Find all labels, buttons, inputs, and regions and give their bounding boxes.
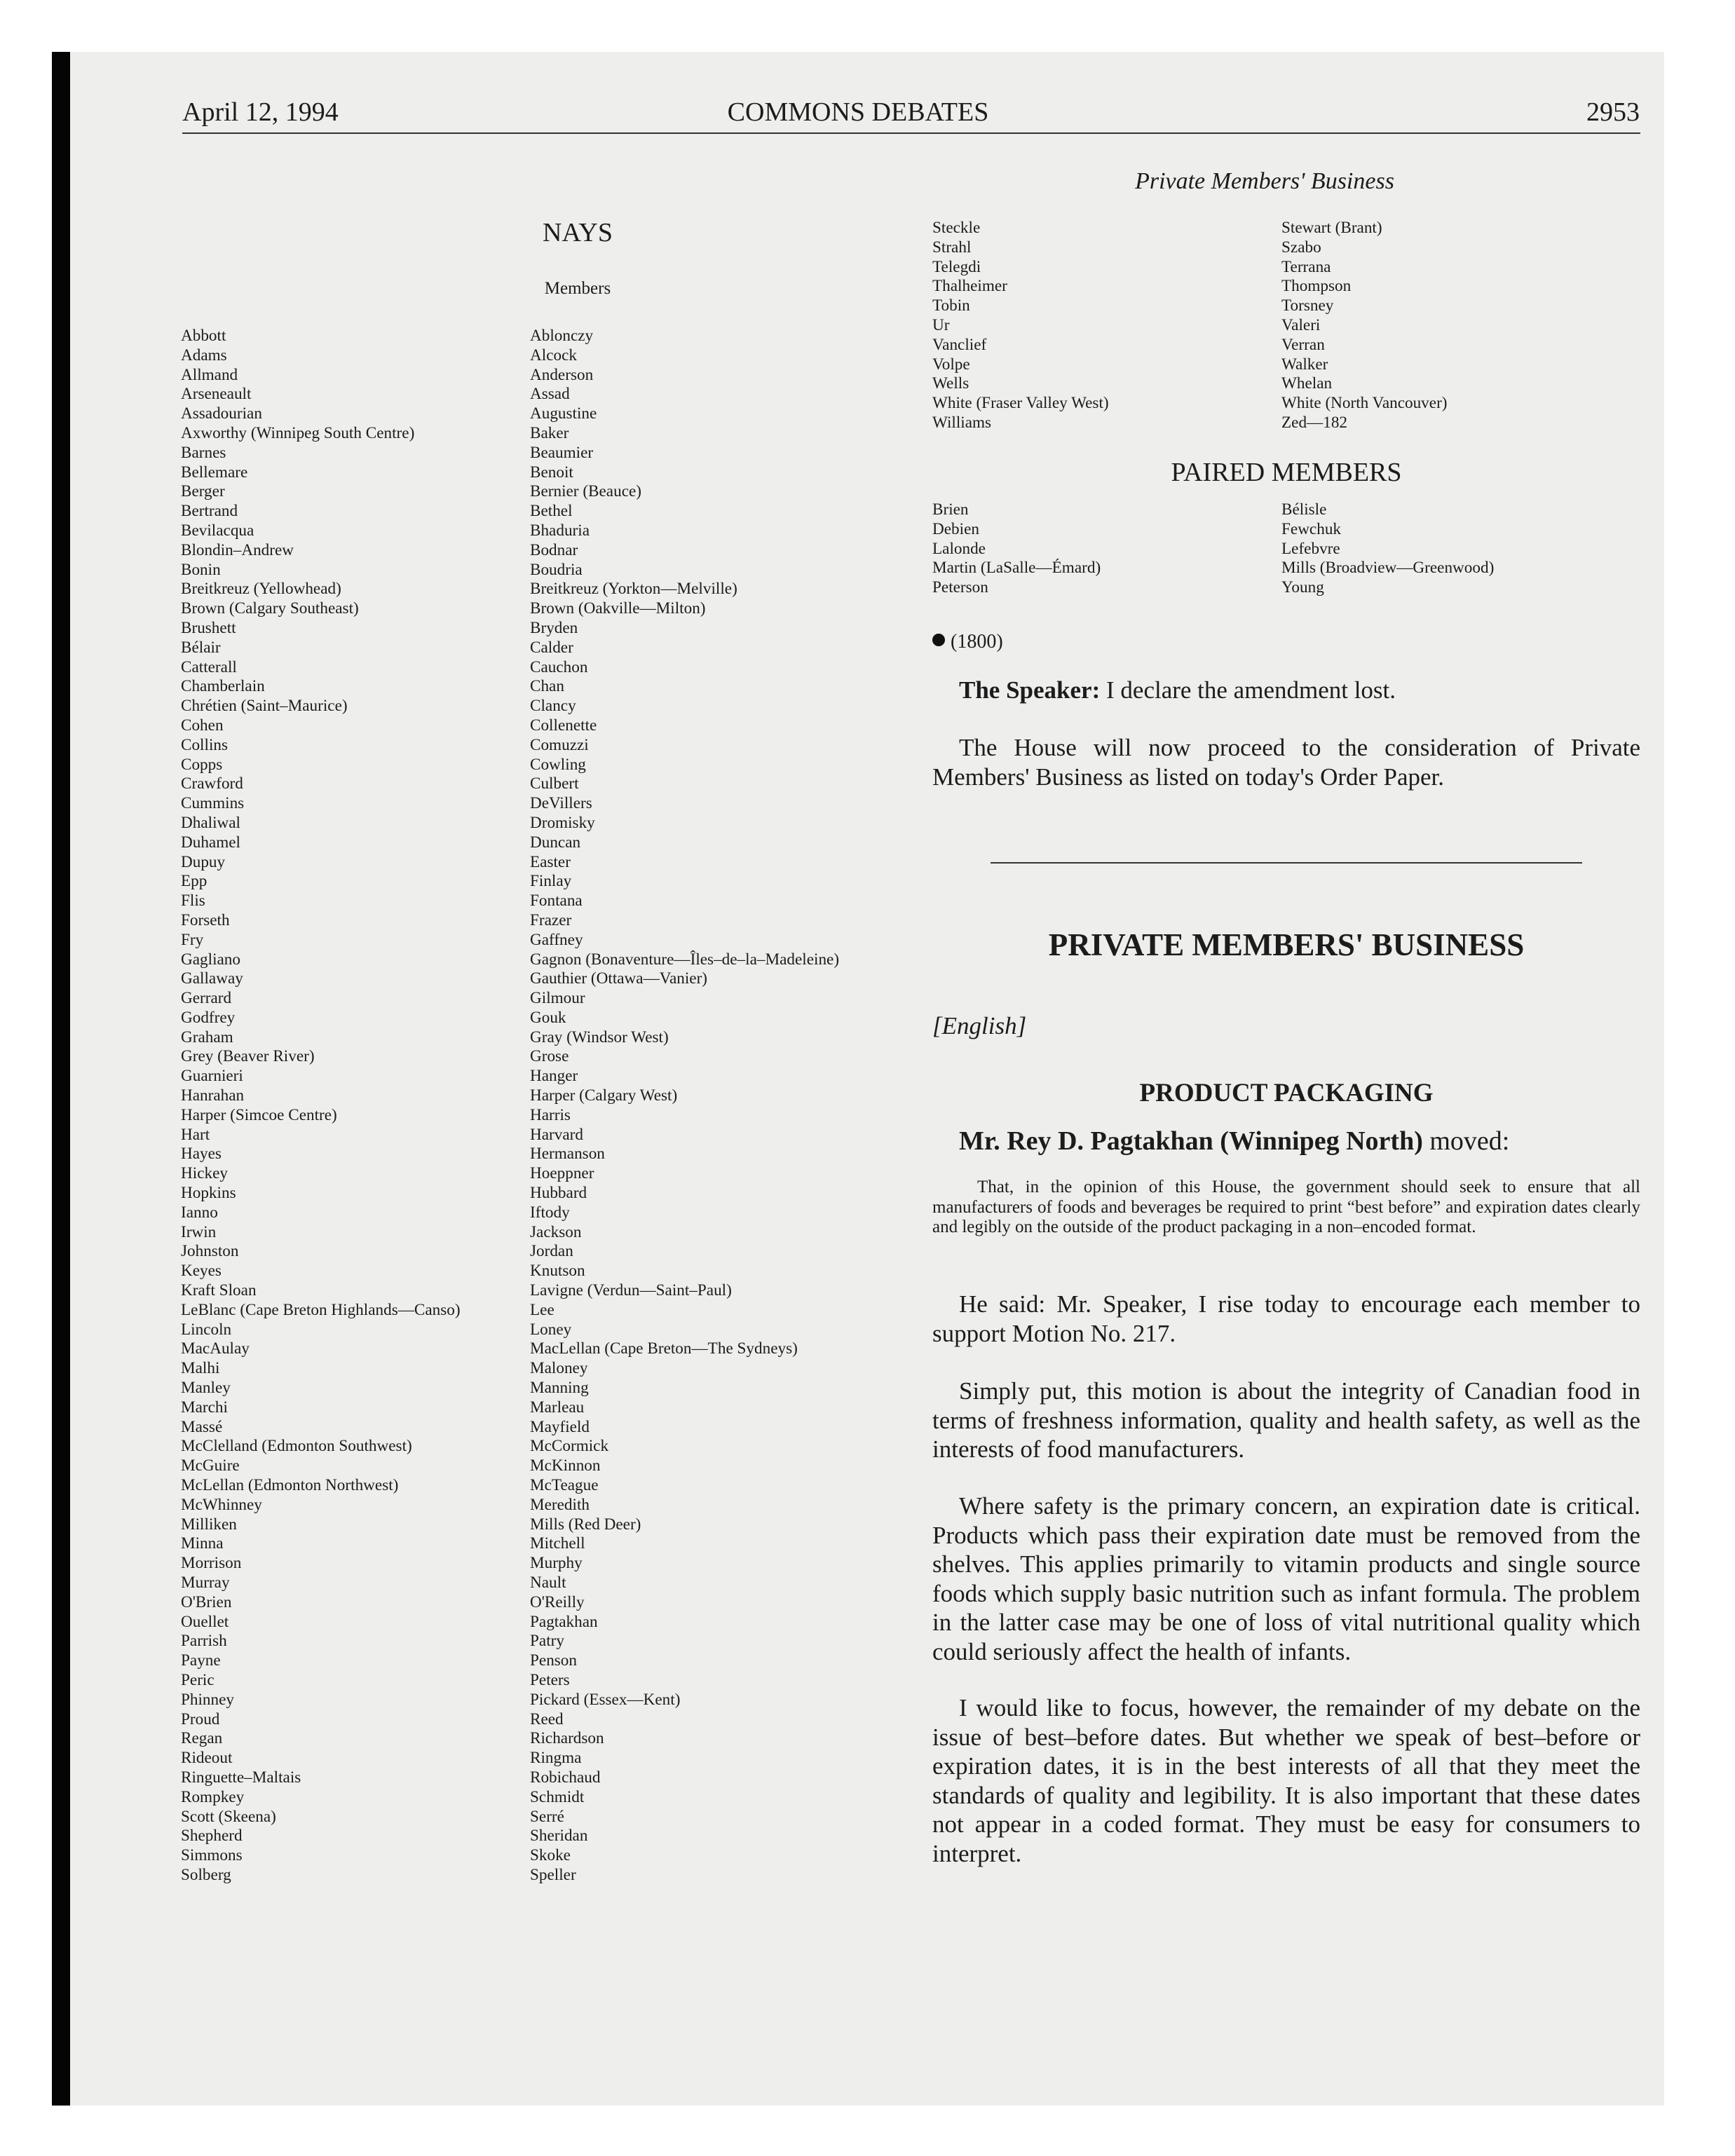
member-name: Fewchuk xyxy=(1281,519,1342,538)
member-name: Hoeppner xyxy=(530,1164,594,1183)
member-name: Ouellet xyxy=(181,1612,229,1631)
member-name: Serré xyxy=(530,1807,564,1826)
member-name: Hermanson xyxy=(530,1145,605,1164)
member-name: Dhaliwal xyxy=(181,813,240,832)
member-name: Harper (Calgary West) xyxy=(530,1086,678,1105)
member-name: Abbott xyxy=(181,327,226,345)
member-name: Frazer xyxy=(530,910,572,929)
section-divider xyxy=(991,862,1582,864)
member-name: Barnes xyxy=(181,443,226,462)
member-name: Murphy xyxy=(530,1554,583,1573)
member-name: Harvard xyxy=(530,1125,583,1144)
member-name: Ringuette–Maltais xyxy=(181,1768,301,1787)
member-name: White (Fraser Valley West) xyxy=(932,394,1109,413)
member-name: Allmand xyxy=(181,365,238,384)
paired-column-2 xyxy=(1281,500,1494,598)
body-paragraph: Where safety is the primary concern, an expiration date is critical. Products which pass their expiration date must be removed from the shelves. This applies primarily to vitamin products and single source foods which supply basic nutrition such as infant formula. The problem in the latter case may be one of loss of vital nutritional quality which could seriously affect the health of infants. xyxy=(932,1492,1640,1665)
member-name: Hanrahan xyxy=(181,1086,245,1105)
member-name: Jackson xyxy=(530,1222,582,1241)
member-name: Parrish xyxy=(181,1632,227,1651)
mover-action: moved: xyxy=(1422,1126,1510,1156)
member-name: Maloney xyxy=(530,1359,588,1378)
running-head-title: COMMONS DEBATES xyxy=(727,97,989,127)
member-name: Peters xyxy=(530,1670,570,1689)
member-name: McWhinney xyxy=(181,1495,262,1514)
house-statement: The House will now proceed to the consideration of Private Members' Business as listed on today's Order Paper. xyxy=(932,734,1640,791)
speaker-paragraph xyxy=(932,676,1640,705)
member-name: Benoit xyxy=(530,463,573,482)
member-name: Reed xyxy=(530,1710,564,1728)
member-name: Breitkreuz (Yellowhead) xyxy=(181,580,341,599)
member-name: Manning xyxy=(530,1379,589,1398)
member-name: Irwin xyxy=(181,1222,217,1241)
member-name: Duncan xyxy=(530,833,581,852)
member-name: Bryden xyxy=(530,618,578,637)
member-name: Hubbard xyxy=(530,1184,587,1203)
member-name: Sheridan xyxy=(530,1827,588,1845)
member-name: Gaffney xyxy=(530,930,583,949)
member-name: McCormick xyxy=(530,1437,609,1456)
member-name: Keyes xyxy=(181,1262,222,1281)
member-name: Scott (Skeena) xyxy=(181,1807,276,1826)
member-name: Harper (Simcoe Centre) xyxy=(181,1105,337,1124)
member-name: Dromisky xyxy=(530,813,595,832)
member-name: Minna xyxy=(181,1534,224,1553)
member-name: Lefebvre xyxy=(1281,539,1340,558)
nays-column-1 xyxy=(181,327,461,1885)
member-name: Arseneault xyxy=(181,385,252,404)
member-name: Hickey xyxy=(181,1164,228,1183)
member-name: Easter xyxy=(530,852,571,871)
member-name: Thalheimer xyxy=(932,277,1007,296)
member-name: Duhamel xyxy=(181,833,240,852)
member-name: Epp xyxy=(181,872,207,891)
member-name: White (North Vancouver) xyxy=(1281,394,1448,413)
member-name: Whelan xyxy=(1281,374,1333,393)
member-name: Augustine xyxy=(530,404,597,423)
member-name: Manley xyxy=(181,1379,231,1398)
member-name: Pickard (Essex—Kent) xyxy=(530,1690,681,1709)
member-name: Copps xyxy=(181,755,223,774)
member-name: Lavigne (Verdun—Saint–Paul) xyxy=(530,1281,732,1300)
member-name: Alcock xyxy=(530,346,577,364)
member-name: Hart xyxy=(181,1125,210,1144)
member-name: Axworthy (Winnipeg South Centre) xyxy=(181,423,415,442)
member-name: Young xyxy=(1281,578,1324,597)
member-name: Proud xyxy=(181,1710,220,1728)
member-name: Payne xyxy=(181,1651,221,1670)
member-name: McLellan (Edmonton Northwest) xyxy=(181,1476,399,1495)
member-name: Brown (Oakville—Milton) xyxy=(530,599,706,618)
item-title: PRODUCT PACKAGING xyxy=(1139,1079,1434,1107)
section-running-head: Private Members' Business xyxy=(1135,168,1394,194)
member-name: Knutson xyxy=(530,1262,585,1281)
member-name: Ringma xyxy=(530,1749,582,1768)
member-name: Marleau xyxy=(530,1398,585,1417)
body-paragraph: I would like to focus, however, the remainder of my debate on the issue of best–before dates. But whether we speak of best–before or expiration dates, it is in the best interests of all that they meet the standards of quality and legibility. It is also important that these dates not appear in a coded format. They must be easy for consumers to interpret. xyxy=(932,1694,1640,1867)
member-name: Hayes xyxy=(181,1145,222,1164)
member-name: MacAulay xyxy=(181,1339,250,1358)
member-name: Lincoln xyxy=(181,1320,232,1339)
member-name: Cowling xyxy=(530,755,586,774)
member-name: Anderson xyxy=(530,365,594,384)
member-name: Solberg xyxy=(181,1865,231,1884)
member-name: MacLellan (Cape Breton—The Sydneys) xyxy=(530,1339,798,1358)
member-name: Mitchell xyxy=(530,1534,585,1553)
member-name: Bélair xyxy=(181,638,221,657)
member-name: Gauthier (Ottawa—Vanier) xyxy=(530,969,708,988)
member-name: McClelland (Edmonton Southwest) xyxy=(181,1437,412,1456)
member-name: Gray (Windsor West) xyxy=(530,1028,669,1046)
member-name: Peric xyxy=(181,1670,215,1689)
member-name: Bhaduria xyxy=(530,521,590,540)
member-name: Thompson xyxy=(1281,277,1352,296)
member-name: Boudria xyxy=(530,560,583,579)
continued-names-column-1 xyxy=(932,219,1109,433)
member-name: Calder xyxy=(530,638,573,657)
continued-names-column-2 xyxy=(1281,219,1448,433)
member-name: Bonin xyxy=(181,560,221,579)
member-name: Forseth xyxy=(181,910,230,929)
member-name: Johnston xyxy=(181,1242,239,1261)
member-name: LeBlanc (Cape Breton Highlands—Canso) xyxy=(181,1300,461,1319)
member-name: Bertrand xyxy=(181,502,238,521)
member-name: Grey (Beaver River) xyxy=(181,1047,315,1066)
member-name: Bethel xyxy=(530,502,573,521)
member-name: Wells xyxy=(932,374,969,393)
bullet-icon xyxy=(932,634,945,646)
member-name: Bellemare xyxy=(181,463,248,482)
member-name: Ianno xyxy=(181,1203,218,1222)
member-name: Cohen xyxy=(181,716,224,735)
speaker-statement: I declare the amendment lost. xyxy=(1100,676,1396,704)
member-name: Jordan xyxy=(530,1242,573,1261)
member-name: Torsney xyxy=(1281,296,1334,315)
member-name: Schmidt xyxy=(530,1787,585,1806)
member-name: Valeri xyxy=(1281,315,1321,334)
member-name: McGuire xyxy=(181,1456,240,1475)
speaker-name: The Speaker: xyxy=(959,676,1101,704)
body-paragraph: Simply put, this motion is about the integrity of Canadian food in terms of freshness information, quality and health safety, as well as the interests of food manufacturers. xyxy=(932,1377,1640,1463)
member-name: Hanger xyxy=(530,1067,578,1086)
member-name: Regan xyxy=(181,1729,223,1748)
member-name: Simmons xyxy=(181,1846,243,1865)
member-name: Bodnar xyxy=(530,540,578,559)
member-name: Mills (Broadview—Greenwood) xyxy=(1281,559,1495,578)
member-name: Assadourian xyxy=(181,404,262,423)
running-head-date: April 12, 1994 xyxy=(182,97,339,127)
member-name: Steckle xyxy=(932,219,981,237)
header-rule xyxy=(182,132,1640,134)
member-name: Graham xyxy=(181,1028,233,1046)
member-name: Gagnon (Bonaventure—Îles–de–la–Madeleine) xyxy=(530,950,840,969)
member-name: Harris xyxy=(530,1105,571,1124)
nays-heading: NAYS xyxy=(543,218,613,247)
member-name: Collins xyxy=(181,735,229,754)
member-name: Mills (Red Deer) xyxy=(530,1515,641,1534)
member-name: Bélisle xyxy=(1281,500,1327,519)
member-name: Massé xyxy=(181,1417,223,1436)
member-name: Pagtakhan xyxy=(530,1612,598,1631)
member-name: Shepherd xyxy=(181,1827,243,1845)
member-name: Collenette xyxy=(530,716,597,735)
member-name: DeVillers xyxy=(530,794,592,813)
member-name: Comuzzi xyxy=(530,735,589,754)
member-name: Fontana xyxy=(530,892,583,910)
member-name: Bevilacqua xyxy=(181,521,254,540)
member-name: Meredith xyxy=(530,1495,590,1514)
member-name: Flis xyxy=(181,892,205,910)
member-name: Brushett xyxy=(181,618,236,637)
member-name: Mayfield xyxy=(530,1417,590,1436)
body-paragraph: He said: Mr. Speaker, I rise today to encourage each member to support Motion No. 217. xyxy=(932,1290,1640,1347)
member-name: Marchi xyxy=(181,1398,228,1417)
member-name: Loney xyxy=(530,1320,572,1339)
member-name: Telegdi xyxy=(932,257,981,276)
member-name: Speller xyxy=(530,1865,576,1884)
member-name: Brown (Calgary Southeast) xyxy=(181,599,359,618)
member-name: Hopkins xyxy=(181,1184,236,1203)
member-name: Culbert xyxy=(530,775,579,793)
paired-column-1 xyxy=(932,500,1101,598)
member-name: Murray xyxy=(181,1574,230,1592)
member-name: Zed—182 xyxy=(1281,413,1348,432)
member-name: Gouk xyxy=(530,1008,566,1027)
member-name: Gallaway xyxy=(181,969,243,988)
member-name: Fry xyxy=(181,930,204,949)
language-tag: [English] xyxy=(932,1012,1027,1039)
member-name: Gerrard xyxy=(181,989,232,1008)
member-name: Skoke xyxy=(530,1846,571,1865)
member-name: Walker xyxy=(1281,355,1328,374)
member-name: Richardson xyxy=(530,1729,604,1748)
member-name: Rideout xyxy=(181,1749,233,1768)
member-name: Vanclief xyxy=(932,335,987,354)
member-name: Chamberlain xyxy=(181,677,265,696)
member-name: Malhi xyxy=(181,1359,220,1378)
page-number: 2953 xyxy=(1586,97,1640,127)
member-name: Adams xyxy=(181,346,227,364)
member-name: Milliken xyxy=(181,1515,237,1534)
member-name: Gilmour xyxy=(530,989,585,1008)
member-name: Assad xyxy=(530,385,570,404)
member-name: Lalonde xyxy=(932,539,986,558)
member-name: Berger xyxy=(181,482,225,501)
member-name: Morrison xyxy=(181,1554,242,1573)
member-name: Rompkey xyxy=(181,1787,245,1806)
member-name: Cummins xyxy=(181,794,245,813)
member-name: Terrana xyxy=(1281,257,1331,276)
member-name: Kraft Sloan xyxy=(181,1281,257,1300)
member-name: Robichaud xyxy=(530,1768,601,1787)
motion-text: That, in the opinion of this House, the government should seek to ensure that all manufacturers of foods and beverages be required to print “best before” and expiration dates clearly and legibly on the outside of the product packaging in a non–encoded format. xyxy=(932,1178,1640,1237)
member-name: Chan xyxy=(530,677,564,696)
time-marker-text: (1800) xyxy=(951,631,1003,653)
member-name: Iftody xyxy=(530,1203,570,1222)
member-name: Ur xyxy=(932,315,950,334)
member-name: Szabo xyxy=(1281,238,1321,257)
member-name: Chrétien (Saint–Maurice) xyxy=(181,697,348,716)
member-name: Volpe xyxy=(932,355,970,374)
member-name: McTeague xyxy=(530,1476,599,1495)
member-name: Dupuy xyxy=(181,852,226,871)
scanned-page xyxy=(52,52,1664,2106)
member-name: Clancy xyxy=(530,697,576,716)
member-name: O'Reilly xyxy=(530,1592,585,1611)
member-name: Guarnieri xyxy=(181,1067,243,1086)
member-name: Peterson xyxy=(932,578,988,597)
member-name: Nault xyxy=(530,1574,566,1592)
mover-name: Mr. Rey D. Pagtakhan (Winnipeg North) xyxy=(959,1126,1423,1156)
member-name: Crawford xyxy=(181,775,243,793)
member-name: Martin (LaSalle—Émard) xyxy=(932,559,1101,578)
members-subheading: Members xyxy=(544,279,611,298)
member-name: Breitkreuz (Yorkton—Melville) xyxy=(530,580,737,599)
member-name: Tobin xyxy=(932,296,970,315)
member-name: Gagliano xyxy=(181,950,240,969)
member-name: Debien xyxy=(932,519,979,538)
mover-line xyxy=(959,1126,1509,1157)
time-marker xyxy=(932,631,1003,653)
member-name: McKinnon xyxy=(530,1456,601,1475)
member-name: Godfrey xyxy=(181,1008,236,1027)
member-name: Baker xyxy=(530,423,569,442)
member-name: Strahl xyxy=(932,238,972,257)
member-name: Brien xyxy=(932,500,969,519)
member-name: Catterall xyxy=(181,657,237,676)
member-name: Cauchon xyxy=(530,657,588,676)
nays-column-2 xyxy=(530,327,839,1885)
member-name: Bernier (Beauce) xyxy=(530,482,641,501)
member-name: Blondin–Andrew xyxy=(181,540,294,559)
member-name: Williams xyxy=(932,413,992,432)
member-name: Phinney xyxy=(181,1690,235,1709)
member-name: Grose xyxy=(530,1047,569,1066)
member-name: Finlay xyxy=(530,872,572,891)
member-name: Stewart (Brant) xyxy=(1281,219,1382,237)
member-name: Ablonczy xyxy=(530,327,594,345)
member-name: Beaumier xyxy=(530,443,594,462)
scan-edge-shadow xyxy=(52,52,70,2106)
member-name: Lee xyxy=(530,1300,554,1319)
section-title: PRIVATE MEMBERS' BUSINESS xyxy=(1048,927,1525,962)
paired-members-heading: PAIRED MEMBERS xyxy=(1171,458,1402,487)
member-name: Patry xyxy=(530,1632,564,1651)
member-name: Verran xyxy=(1281,335,1325,354)
member-name: Penson xyxy=(530,1651,577,1670)
member-name: O'Brien xyxy=(181,1592,232,1611)
